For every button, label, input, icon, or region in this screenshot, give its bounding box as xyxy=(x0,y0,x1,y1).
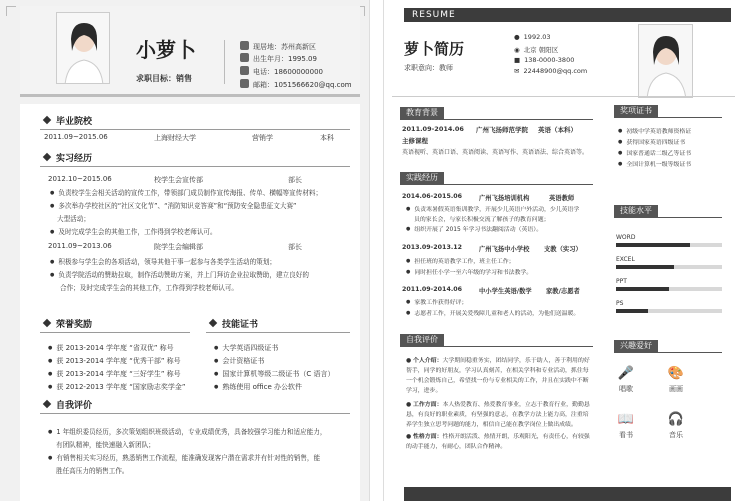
mail-icon: ✉ xyxy=(514,67,520,75)
candidate-name: 萝卜简历 xyxy=(404,40,465,58)
section-divider xyxy=(400,119,593,120)
job-duty: ● 负责学院活动的赞助拉取，制作活动赞助方案，并上门拜访企业拉取赞助，建立良好的 xyxy=(50,269,309,279)
section-title-education xyxy=(44,114,92,127)
diamond-icon xyxy=(209,319,217,327)
bottom-bar xyxy=(404,487,731,501)
self-line: ● 1 年组织委员经历，多次策划组织班级活动，专业成绩优秀，具备较强学习能力和适应能力， xyxy=(48,426,326,436)
job-period: 2011.09~2013.06 xyxy=(48,242,112,250)
honor-item: ● 获 2013-2014 学年度 “优秀干部” 称号 xyxy=(48,356,181,366)
phone-icon: ■ xyxy=(514,56,521,64)
job-duty: 员的家长会，与家长积极交流了解孩子的教育问题； xyxy=(414,217,550,223)
section-title-skills: 技能水平 xyxy=(614,205,658,217)
job-role: 英语教师 xyxy=(549,195,575,202)
self-label: 工作方面： xyxy=(413,402,443,408)
section-divider xyxy=(40,332,190,333)
section-divider xyxy=(40,166,350,167)
self-item: ● 工作方面：本人热爱教育、热爱教育事业，立志于教育行业，勤勤恳恳，有良好的职业素质，有坚强的意志，在教学方法上能力高，注重培养学生独立思考问题的能力，相信自己能在教学岗位上做出成绩。 xyxy=(406,402,590,428)
skill-item: ● 会计资格证书 xyxy=(214,356,264,366)
edu-school: 上海财经大学 xyxy=(154,134,196,142)
job-org: 院学生会编辑部 xyxy=(154,243,203,251)
section-divider xyxy=(400,184,593,185)
section-divider xyxy=(206,332,350,333)
hobby-label: 看书 xyxy=(619,431,633,439)
job-duty: ● 组织开展了 2015 年学习书法翻阅活动（英语）。 xyxy=(406,224,542,233)
edu-school: 广州飞扬师范学院 xyxy=(476,126,528,134)
self-text: 性格开朗活泼、热情开朗，乐观阳光，有责任心，有较强的动手能力，有耐心，团队合作精神。 xyxy=(406,434,590,450)
course-label: 主修课程 xyxy=(402,137,428,145)
resume-right xyxy=(383,0,751,501)
job-org: 广州飞扬培训机构 xyxy=(479,195,530,202)
section-title-self: 自我评价 xyxy=(400,334,444,346)
section-title-experience: 实践经历 xyxy=(400,172,444,184)
job-duty: ● 负责寒暑假英语集训教学，开展少儿英语户外活动，少儿英语学 xyxy=(406,204,579,213)
award-item: ● 全国计算机一级等级证书 xyxy=(618,159,691,168)
skill-item: ● 大学英语四级证书 xyxy=(214,343,278,353)
hobby-painting xyxy=(656,366,696,394)
info-text: 出生年月：1995.09 xyxy=(253,55,317,63)
section-title-text: 毕业院校 xyxy=(56,117,93,127)
section-title-education: 教育背景 xyxy=(400,107,444,119)
self-label: 性格方面： xyxy=(413,434,443,440)
hobby-reading xyxy=(606,412,646,440)
award-item: ● 国家普通话二级乙等证书 xyxy=(618,148,691,157)
self-label: 个人介绍： xyxy=(413,358,443,364)
hobby-singing xyxy=(606,366,646,394)
hobby-music xyxy=(656,412,696,440)
section-title-text: 技能证书 xyxy=(222,320,259,330)
info-residence xyxy=(240,41,316,52)
self-line: 胜任高压力的销售工作。 xyxy=(56,467,129,475)
section-title-text: 自我评价 xyxy=(56,401,93,411)
section-title-honors xyxy=(44,317,92,330)
job-org: 中小学生英语/数学 xyxy=(479,288,532,295)
corner-decoration xyxy=(6,6,16,16)
job-role: 支教（实习） xyxy=(544,246,582,253)
section-divider xyxy=(40,413,350,414)
info-text: 22448900@qq.com xyxy=(523,67,588,75)
info-text: 1992.03 xyxy=(523,33,551,41)
hobby-label: 音乐 xyxy=(669,431,683,439)
resume-body xyxy=(20,104,360,501)
job-org: 广州飞扬中小学校 xyxy=(479,246,530,253)
job-role: 部长 xyxy=(288,243,302,251)
self-text: 大学期间稳重务实，团结同学，乐于助人，善于利用的好帮手，同学的好朋友，学习认真刻苦，在相关学科和专业活动，抓住每一个机会锻炼自己，希望找一份与专业相关的工作，并且在实践中不断学习，进步。 xyxy=(406,358,590,394)
job-role: 家教/志愿者 xyxy=(546,288,580,295)
divider xyxy=(392,96,735,97)
info-birth xyxy=(240,53,317,64)
section-title-self xyxy=(44,398,92,411)
job-objective: 求职意向：教师 xyxy=(404,64,453,72)
self-text: 本人热爱教育、热爱教育事业，立志于教育行业，勤勤恳恳，有良好的职业素质，有坚强的意志，在教学方法上能力高，注重培养学生独立思考问题的能力，相信自己能在教学岗位上做出成绩。 xyxy=(406,402,590,428)
job-duty: ● 负责校学生会相关活动的宣传工作，带领部门成员制作宣传海报、传单、横幅等宣传材料； xyxy=(50,187,322,197)
avatar xyxy=(638,24,693,98)
job-duty: ● 志愿者工作，开展关爱残障儿童和老人的活动，为他们送温暖。 xyxy=(406,308,579,317)
job-duty: ● 担任班的英语教学工作，班主任工作； xyxy=(406,256,515,265)
resume-banner: RESUME xyxy=(404,8,731,22)
skill-bar-fill xyxy=(616,243,690,247)
edu-period: 2011.09-2014.06 xyxy=(402,125,464,133)
self-line: ● 有销售相关实习经历，熟悉销售工作流程，能准确发现客户潜在需求并有针对性的销售，能 xyxy=(48,452,320,462)
section-divider xyxy=(614,117,722,118)
edu-major: 营销学 xyxy=(252,134,273,142)
skill-label: PPT xyxy=(616,278,627,285)
job-duty: ● 积极参与学生会的各项活动，领导其他干事一起参与各类学生活动的策划； xyxy=(50,256,276,266)
skill-label: EXCEL xyxy=(616,256,635,263)
info-text: 138-0000-3800 xyxy=(524,56,575,64)
home-icon xyxy=(240,41,249,50)
info-text: 北京 朝阳区 xyxy=(523,46,559,54)
skill-bar-fill xyxy=(616,265,674,269)
section-divider xyxy=(614,217,722,218)
info-phone xyxy=(514,56,574,64)
self-item: ● 性格方面：性格开朗活泼、热情开朗，乐观阳光，有责任心，有较强的动手能力，有耐心，团队合作精神。 xyxy=(406,434,590,450)
divider xyxy=(224,40,225,84)
self-item: ● 个人介绍：大学期间稳重务实，团结同学，乐于助人，善于利用的好帮手，同学的好朋友，学习认真刻苦，在相关学科和专业活动，抓住每一个机会锻炼自己，希望找一份与专业相关的工作，并且在实践中不断学习，进步。 xyxy=(406,358,590,394)
skill-bar-fill xyxy=(616,309,648,313)
mail-icon xyxy=(240,79,249,88)
info-birth xyxy=(514,33,551,41)
job-org: 校学生会宣传部 xyxy=(154,176,203,184)
info-phone xyxy=(240,66,323,77)
calendar-icon xyxy=(240,53,249,62)
skill-bar xyxy=(616,287,722,291)
microphone-icon: 🎤 xyxy=(617,366,635,381)
award-item: ● 获得国家英语四级证书 xyxy=(618,137,685,146)
section-title-skills xyxy=(210,317,258,330)
skill-bar xyxy=(616,265,722,269)
info-text: 邮箱：1051566620@qq.com xyxy=(253,81,352,89)
edu-degree: 本科 xyxy=(320,134,334,142)
section-title-awards: 奖项证书 xyxy=(614,105,658,117)
section-title-experience xyxy=(44,151,92,164)
job-period: 2014.06-2015.06 xyxy=(402,193,462,200)
skill-bar xyxy=(616,243,722,247)
info-location xyxy=(514,45,558,54)
job-role: 部长 xyxy=(288,176,302,184)
edu-major: 英语（本科） xyxy=(538,126,577,134)
info-text: 现居地：苏州高新区 xyxy=(253,43,316,51)
headphones-icon: 🎧 xyxy=(667,412,685,427)
section-title-text: 实习经历 xyxy=(56,154,93,164)
section-divider xyxy=(614,352,722,353)
job-duty: 合作；及时完成学生会的其他工作，工作得到学校老师认可。 xyxy=(60,284,239,292)
info-text: 电话：18600000000 xyxy=(253,68,323,76)
job-period: 2011.09-2014.06 xyxy=(402,286,462,293)
info-email xyxy=(240,79,352,90)
skill-bar-fill xyxy=(616,287,669,291)
section-title-text: 荣誉奖励 xyxy=(56,320,93,330)
job-duty: 大型活动； xyxy=(57,215,90,223)
skill-item: ● 熟练使用 office 办公软件 xyxy=(214,382,302,392)
self-line: 有团队精神，能快速融入新团队； xyxy=(56,441,155,449)
job-duty: ● 多次举办学校社区的“社区文化节”、“消防知识竞答赛”和“预防安全隐患征文大赛” xyxy=(50,200,296,210)
section-title-hobbies: 兴趣爱好 xyxy=(614,340,658,352)
skill-label: PS xyxy=(616,300,624,307)
diamond-icon xyxy=(43,153,51,161)
candidate-name: 小萝卜 xyxy=(136,38,196,62)
skill-item: ● 国家计算机等级二级证书（C 语言） xyxy=(214,369,335,379)
section-divider xyxy=(40,129,350,130)
resume-left xyxy=(0,0,370,501)
honor-item: ● 获 2012-2013 学年度 “国家励志奖学金” xyxy=(48,382,185,392)
diamond-icon xyxy=(43,116,51,124)
hobby-label: 唱歌 xyxy=(619,385,633,393)
course-list: 英语视听、英语口语、英语阅读、英语写作、英语语法、综合英语等。 xyxy=(402,149,589,156)
person-icon: ● xyxy=(514,33,520,41)
job-duty: ● 同时担任小学一至六年级的学习和书法教学。 xyxy=(406,267,532,276)
job-period: 2012.10~2015.06 xyxy=(48,175,112,183)
header xyxy=(20,6,360,97)
honor-item: ● 获 2013-2014 学年度 “三好学生” 称号 xyxy=(48,369,181,379)
location-icon: ◉ xyxy=(514,46,520,54)
diamond-icon xyxy=(43,400,51,408)
skill-bar xyxy=(616,309,722,313)
book-icon: 📖 xyxy=(617,412,635,427)
info-email xyxy=(514,67,587,75)
honor-item: ● 获 2013-2014 学年度 “省双优” 称号 xyxy=(48,343,174,353)
skill-label: WORD xyxy=(616,234,636,241)
section-divider xyxy=(400,346,593,347)
diamond-icon xyxy=(43,319,51,327)
job-duty: ● 及时完成学生会的其他工作，工作得到学校老师认可。 xyxy=(50,226,217,236)
edu-period: 2011.09~2015.06 xyxy=(44,133,108,141)
award-item: ● 初级中学英语教师资格证 xyxy=(618,126,691,135)
palette-icon: 🎨 xyxy=(667,366,685,381)
job-duty: ● 家教工作获得好评； xyxy=(406,297,467,306)
hobby-label: 画画 xyxy=(669,385,683,393)
job-objective: 求职目标：销售 xyxy=(136,74,192,83)
job-period: 2013.09-2013.12 xyxy=(402,244,462,251)
avatar xyxy=(56,12,110,84)
phone-icon xyxy=(240,66,249,75)
